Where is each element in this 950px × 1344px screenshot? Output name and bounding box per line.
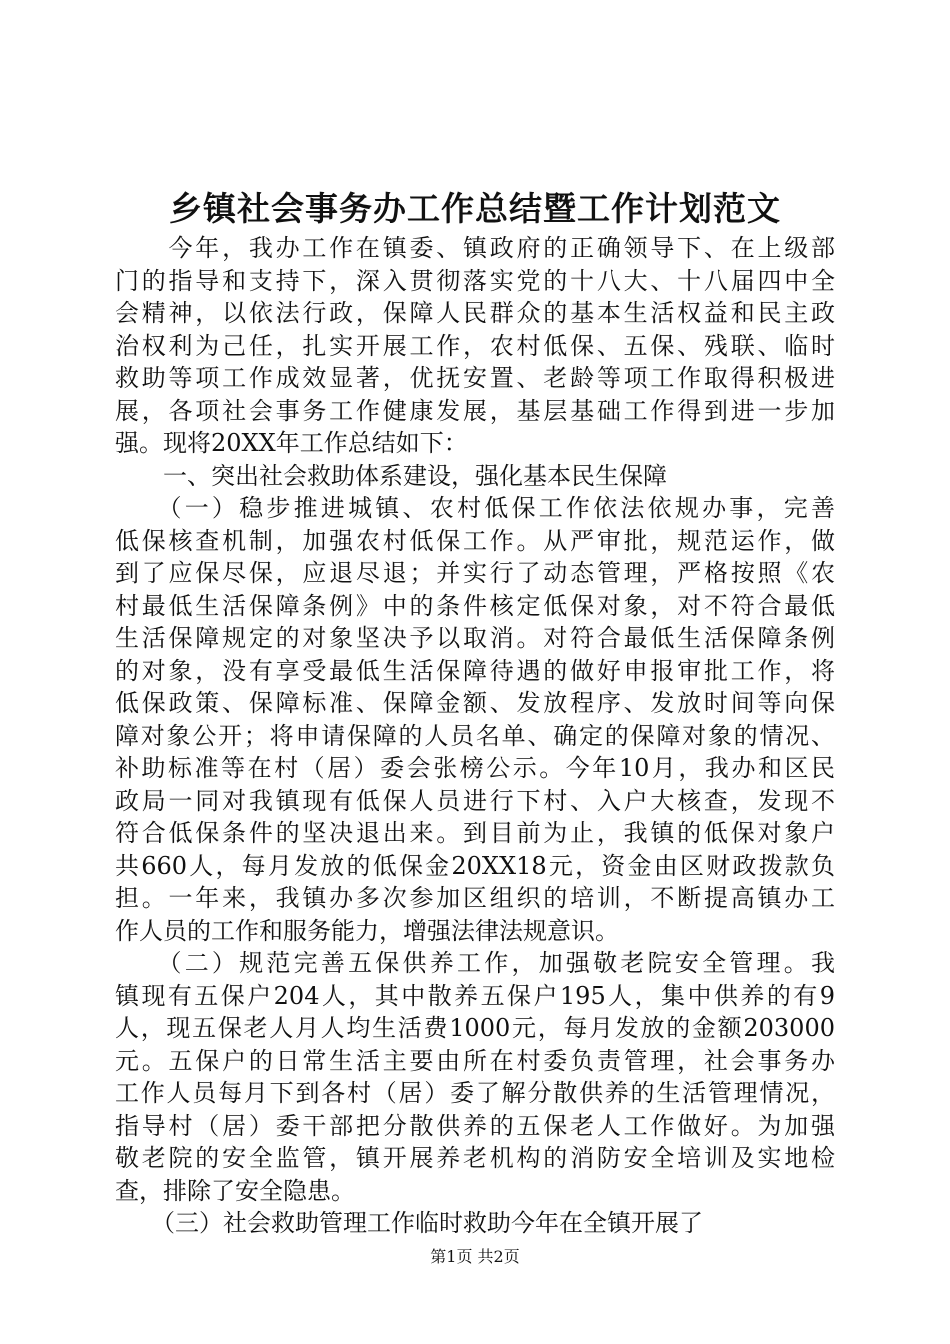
body-line: 治权利为己任，扎实开展工作，农村低保、五保、残联、临时 — [115, 331, 835, 360]
body-line: 的对象，没有享受最低生活保障待遇的做好申报审批工作，将 — [115, 656, 835, 685]
body-line: 共660人，每月发放的低保金20XX18元，资金由区财政拨款负 — [115, 851, 835, 880]
body-line: 救助等项工作成效显著，优抚安置、老龄等项工作取得积极进 — [115, 364, 835, 392]
body-line: 到了应保尽保，应退尽退；并实行了动态管理，严格按照《农 — [115, 559, 835, 587]
body-line: 元。五保户的日常生活主要由所在村委负责管理，社会事务办 — [115, 1046, 835, 1075]
body-line: 低保政策、保障标准、保障金额、发放程序、发放时间等向保 — [115, 689, 835, 717]
body-line: 政局一同对我镇现有低保人员进行下村、入户大核查，发现不 — [115, 786, 835, 815]
body-line: 生活保障规定的对象坚决予以取消。对符合最低生活保障条例 — [115, 624, 835, 652]
body-line: 指导村（居）委干部把分散供养的五保老人工作做好。为加强 — [115, 1111, 835, 1140]
body-line: 门的指导和支持下，深入贯彻落实党的十八大、十八届四中全 — [115, 266, 835, 295]
body-line: 敬老院的安全监管，镇开展养老机构的消防安全培训及实地检 — [115, 1144, 835, 1172]
body-line: 会精神，以依法行政，保障人民群众的基本生活权益和民主政 — [115, 299, 835, 327]
body-line: （三）社会救助管理工作临时救助今年在全镇开展了 — [115, 1209, 703, 1237]
body-line: 低保核查机制，加强农村低保工作。从严审批，规范运作，做 — [115, 526, 835, 555]
body-line: 担。一年来，我镇办多次参加区组织的培训，不断提高镇办工 — [115, 884, 835, 912]
body-line: （一）稳步推进城镇、农村低保工作依法依规办事，完善 — [115, 494, 835, 522]
body-line: 人，现五保老人月人均生活费1000元，每月发放的金额203000 — [115, 1014, 835, 1042]
document-body — [115, 232, 835, 1240]
body-line: 作人员的工作和服务能力，增强法律法规意识。 — [115, 916, 619, 945]
body-line: 障对象公开；将申请保障的人员名单、确定的保障对象的情况、 — [115, 721, 835, 750]
body-line: 村最低生活保障条例》中的条件核定低保对象，对不符合最低 — [115, 591, 835, 620]
body-line: 今年，我办工作在镇委、镇政府的正确领导下、在上级部 — [115, 234, 835, 262]
body-line: （二）规范完善五保供养工作，加强敬老院安全管理。我 — [115, 949, 835, 977]
body-line: 展，各项社会事务工作健康发展，基层基础工作得到进一步加 — [115, 396, 835, 425]
body-line: 镇现有五保户204人，其中散养五保户195人，集中供养的有9 — [115, 981, 835, 1010]
page-number-footer: 第1页 共2页 — [430, 1247, 520, 1266]
body-line: 工作人员每月下到各村（居）委了解分散供养的生活管理情况， — [115, 1079, 835, 1107]
body-line: 补助标准等在村（居）委会张榜公示。今年10月，我办和区民 — [115, 754, 835, 782]
body-line: 符合低保条件的坚决退出来。到目前为止，我镇的低保对象户 — [115, 819, 835, 847]
document-title: 乡镇社会事务办工作总结暨工作计划范文 — [169, 189, 781, 228]
body-line: 强。现将20XX年工作总结如下： — [115, 429, 468, 457]
body-line: 查，排除了安全隐患。 — [115, 1176, 355, 1205]
section-heading: 一、突出社会救助体系建设，强化基本民生保障 — [115, 461, 667, 490]
